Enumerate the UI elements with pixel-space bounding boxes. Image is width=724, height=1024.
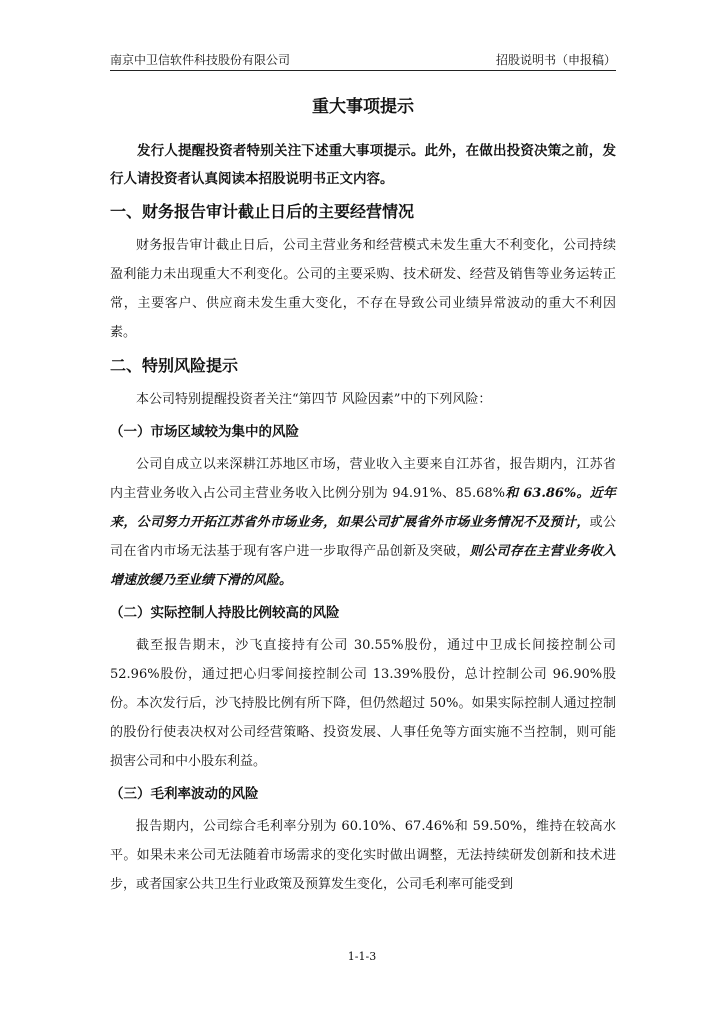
risk-1-paragraph (110, 450, 616, 595)
risk-1-emphasis-1: 和 63.86%。近年来，公司努力开拓江苏省外市场业务，如果公司扩展省外市场业务情况不及预计， (110, 486, 616, 530)
page-number: 1-1-3 (347, 950, 377, 963)
risk-2-paragraph: 截至报告期末，沙飞直接持有公司 30.55%股份，通过中卫成长间接控制公司 52.96%股份，通过把心归零间接控制公司 13.39%股份，总计控制公司 96.90%股份。本次发行后，沙飞持股比例有所下降，但仍然超过 50%。如果实际控制人通过控制的股份行使表决权对公司经营策略、投资发展、人事任免等方面实施不当控制，则可能损害公司和中小股东利益。 (110, 638, 616, 769)
risk-3-paragraph: 报告期内，公司综合毛利率分别为 60.10%、67.46%和 59.50%，维持在较高水平。如果未来公司无法随着市场需求的变化实时做出调整，无法持续研发创新和技术进步，或者国家公共卫生行业政策及预算发生变化，公司毛利率可能受到 (110, 819, 616, 892)
section-2-intro: 本公司特别提醒投资者关注“第四节 风险因素”中的下列风险： (136, 392, 492, 407)
risk-1-text-2: 或公司在省内市场无法基于现有客户进一步取得产品创新及突破， (110, 515, 616, 559)
risk-heading-1: （一）市场区域较为集中的风险 (110, 424, 299, 440)
header-company-name: 南京中卫信软件科技股份有限公司 (110, 53, 291, 67)
running-header (110, 50, 616, 71)
risk-heading-2: （二）实际控制人持股比例较高的风险 (110, 605, 340, 621)
section-heading-1: 一、财务报告审计截止日后的主要经营情况 (110, 202, 415, 221)
risk-1-text: 公司自成立以来深耕江苏地区市场，营业收入主要来自江苏省，报告期内，江苏省内主营业务收入占公司主营业务收入比例分别为 94.91%、85.68% (110, 457, 616, 501)
section-heading-2: 二、特别风险提示 (110, 356, 239, 375)
section-1-paragraph: 财务报告审计截止日后，公司主营业务和经营模式未发生重大不利变化，公司持续盈利能力未出现重大不利变化。公司的主要采购、技术研发、经营及销售等业务运转正常，主要客户、供应商未发生重大变化，不存在导致公司业绩异常波动的重大不利因素。 (110, 238, 616, 340)
document-body (110, 95, 616, 899)
page-title: 重大事项提示 (312, 97, 414, 117)
header-document-type: 招股说明书（申报稿） (495, 53, 616, 67)
intro-paragraph: 发行人提醒投资者特别关注下述重大事项提示。此外，在做出投资决策之前，发行人请投资者认真阅读本招股说明书正文内容。 (110, 143, 616, 187)
risk-1-emphasis-2: 则公司存在主营业务收入增速放缓乃至业绩下滑的风险。 (110, 544, 616, 588)
risk-heading-3: （三）毛利率波动的风险 (110, 786, 259, 802)
